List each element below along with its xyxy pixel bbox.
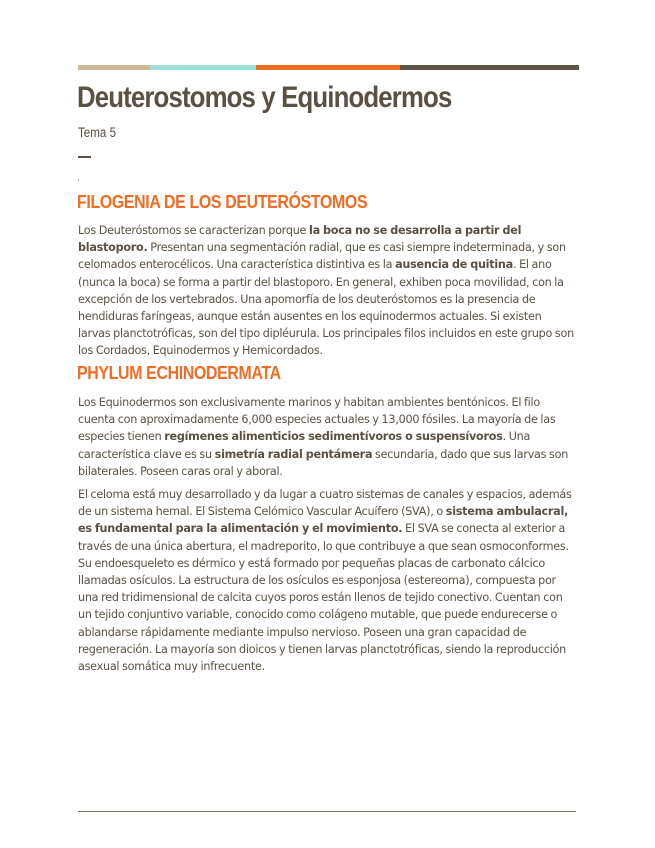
text-run: Los Equinodermos son exclusivamente marinos y habitan ambientes bentónicos. El filo cuenta con aproximadamente 6,000 especies actuales y 13,000 fósiles. La mayoría de las especies tienen — [78, 396, 556, 444]
text-run: secundaria, dado que sus larvas son bilaterales. Poseen caras oral y aboral. — [78, 447, 569, 478]
title-underline-rule — [78, 156, 91, 158]
bold-run: regímenes alimenticios sedimentívoros o suspensívoros — [164, 430, 503, 444]
bold-run: la boca no se desarrolla a partir del blastoporo. — [78, 224, 522, 255]
stray-dot: . — [77, 174, 80, 184]
decorative-color-bar — [78, 65, 579, 70]
bold-run: sistema ambulacral, es fundamental para la alimentación y el movimiento. — [78, 505, 569, 536]
text-run: El SVA se conecta al exterior a través de una única abertura, el madreporito, lo que contribuye a que sean osmoconformes. Su endoesqueleto es dérmico y está formado por pequeñas placas de carbonato cálcico llamadas osículos. La estructura de los osículos es esponjosa (estereoma), compuesta por una red tridimensional de calcita cuyos poros están llenos de tejido conectivo. Cuentan con un tejido conjuntivo variable, conocido como colágeno mutable, que puede endurecerse o ablandarse rápidamente mediante impulso nervioso. Poseen una gran capacidad de regeneración. La mayoría son dioicos y tienen larvas planctotróficas, siendo la reproducción asexual somática muy infrecuente. — [78, 522, 569, 674]
document-title: Deuterostomos y Equinodermos — [77, 81, 452, 114]
section-heading-filogenia: FILOGENIA DE LOS DEUTERÓSTOMOS — [77, 191, 368, 212]
footer-rule — [78, 811, 576, 812]
color-bar-teal-segment — [150, 65, 256, 70]
paragraph-filogenia — [78, 222, 576, 360]
text-run: Los Deuteróstomos se caracterizan porque — [78, 224, 309, 237]
text-run: . El ano (nunca la boca) se forma a partir del blastoporo. En general, exhiben poca movilidad, con la excepción de los vertebrados. Una apomorfía de los deuteróstomos es la presencia de hendiduras faríngeas, aunque están ausentes en los equinodermos actuales. Si existen larvas planctotróficas, son del tipo dipléurula. Los principales filos incluidos en este grupo son los Cordados, Equinodermos y Hemicordados. — [78, 258, 574, 358]
text-run: El celoma está muy desarrollado y da lugar a cuatro sistemas de canales y espacios, además de un sistema hemal. El Sistema Celómico Vascular Acuífero (SVA), o — [78, 488, 572, 519]
color-bar-beige-segment — [78, 65, 150, 70]
document-subtitle: Tema 5 — [78, 125, 117, 140]
color-bar-brown-segment — [400, 65, 579, 70]
text-run: . Una característica clave es su — [78, 430, 531, 461]
paragraph-echinodermata-intro — [78, 394, 576, 480]
bold-run: ausencia de quitina — [395, 258, 513, 272]
color-bar-orange-segment — [256, 65, 400, 70]
section-heading-echinodermata: PHYLUM ECHINODERMATA — [77, 362, 281, 383]
text-run: Presentan una segmentación radial, que es casi siempre indeterminada, y son celomados enterocélicos. Una característica distintiva es la — [78, 241, 566, 272]
bold-run: simetría radial pentámera — [214, 447, 373, 461]
paragraph-echinodermata-celoma — [78, 486, 576, 675]
